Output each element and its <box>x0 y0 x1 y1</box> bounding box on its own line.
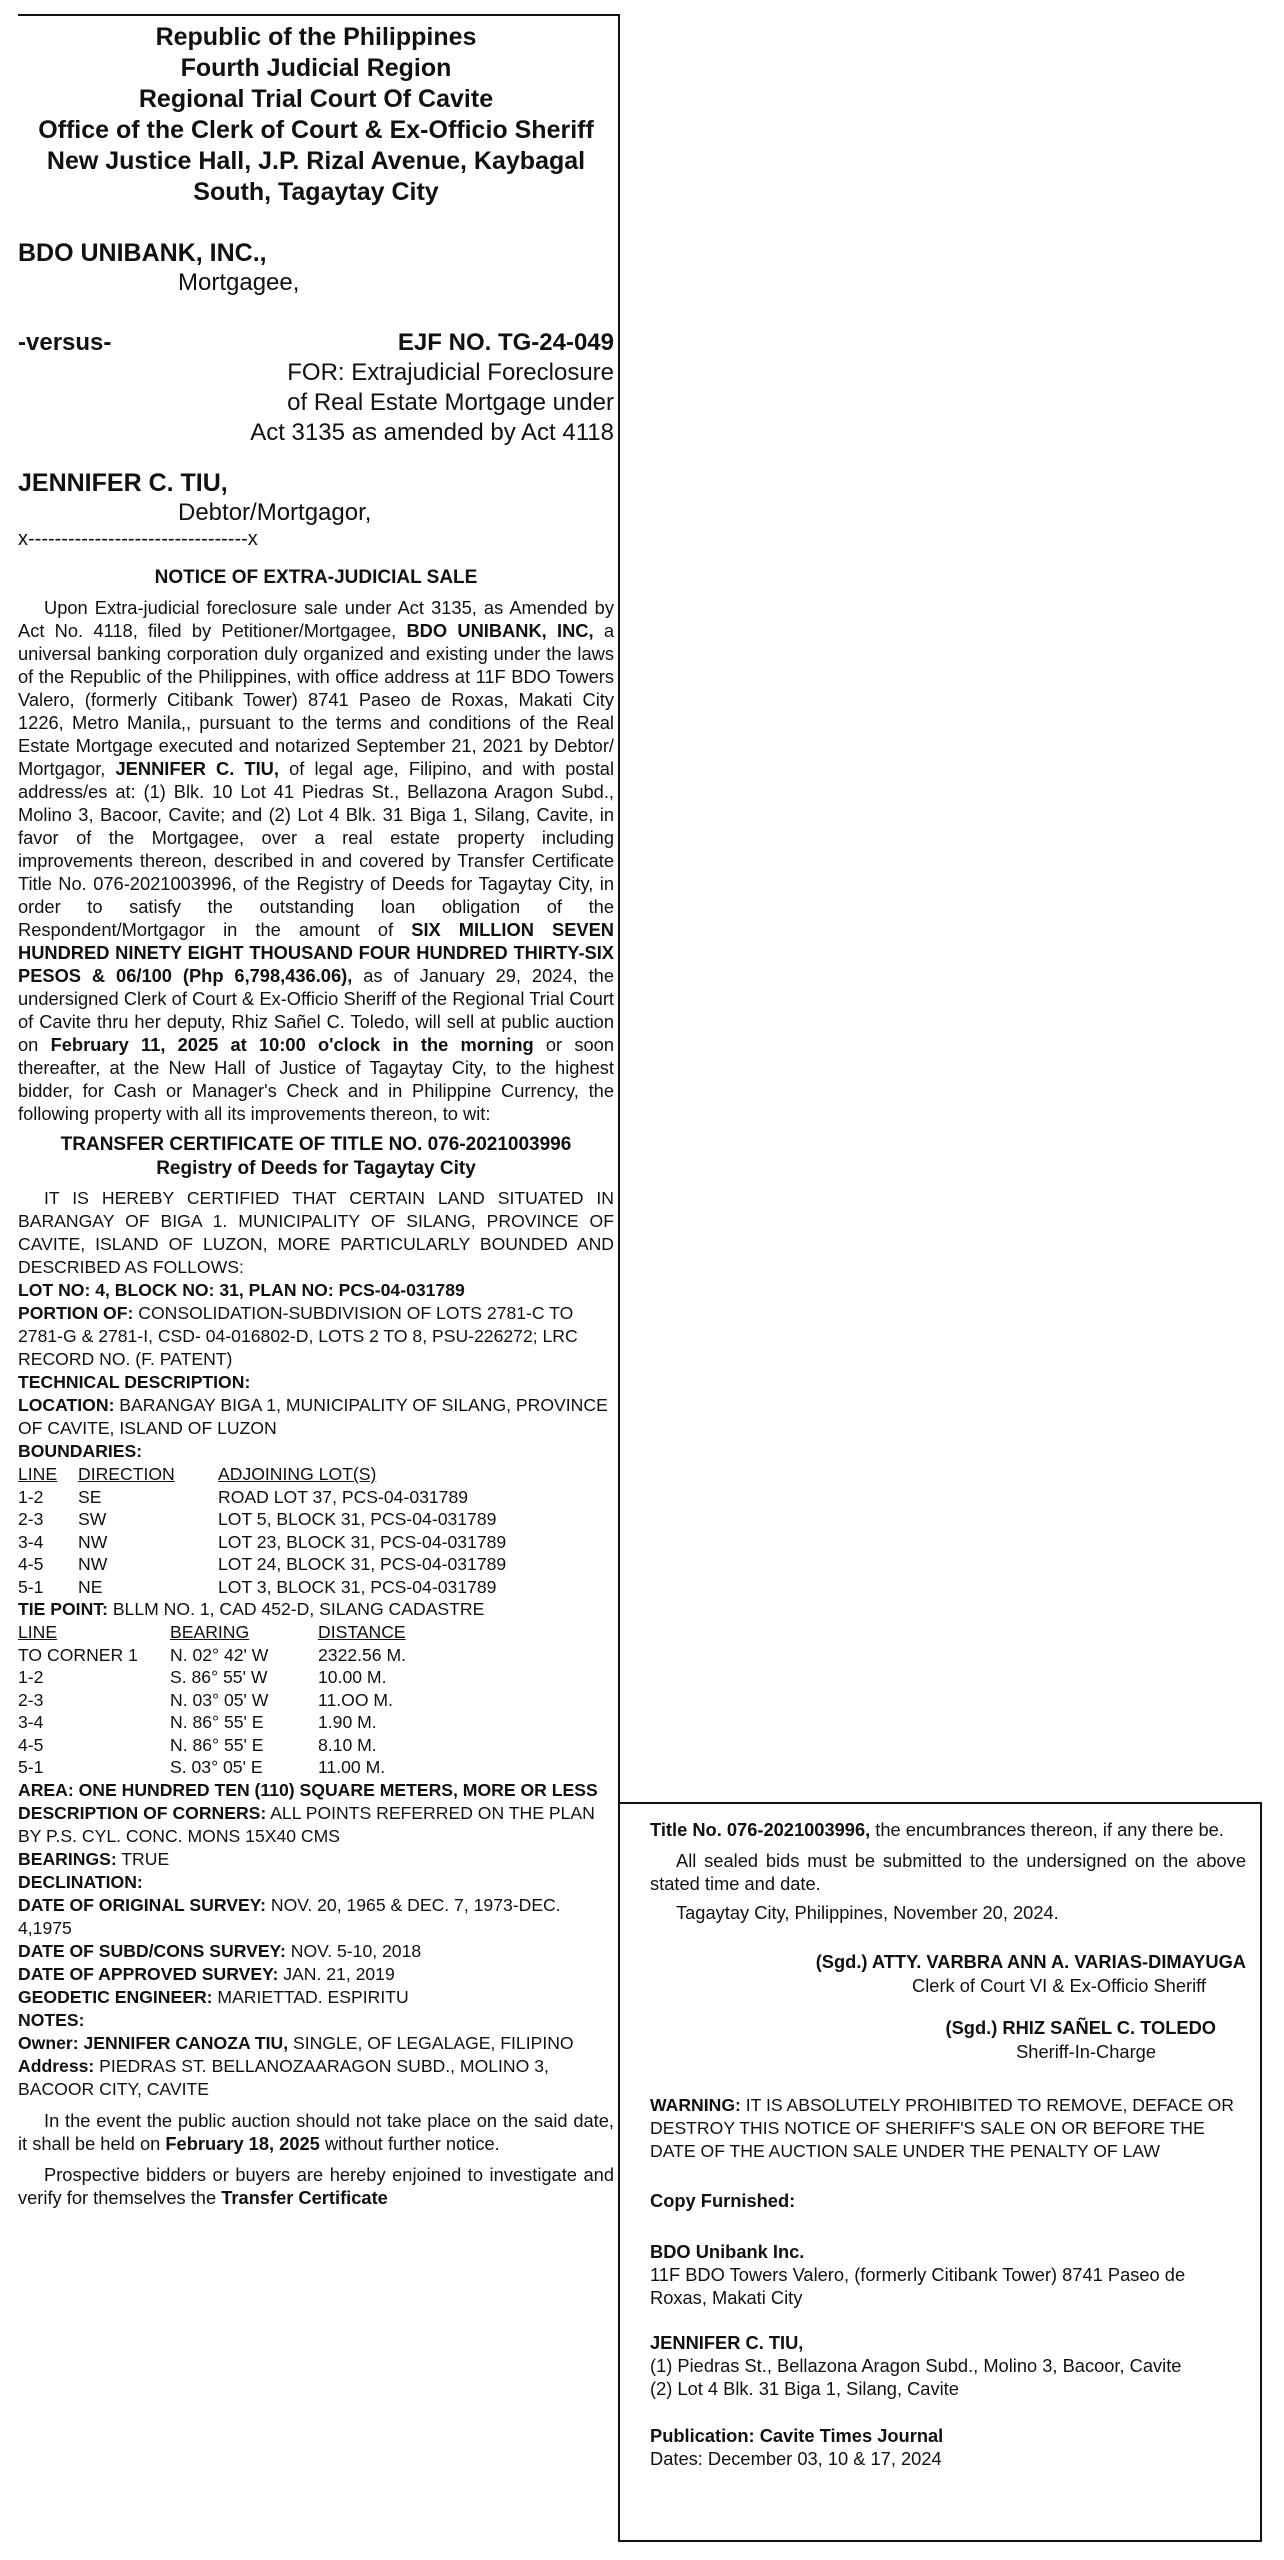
continuation-paragraph: Title No. 076-2021003996, the encumbrances thereon, if any there be. <box>650 1819 1224 1840</box>
signatory-title: Sheriff-In-Charge <box>1016 2041 1156 2062</box>
lot-line: LOT NO: 4, BLOCK NO: 31, PLAN NO: PCS-04-031789 <box>18 1280 465 1300</box>
court-header <box>18 22 614 208</box>
publication-label: Publication: Cavite Times Journal <box>650 2425 944 2446</box>
sealed-bids-paragraph: All sealed bids must be submitted to the undersigned on the above stated time and date. <box>650 1850 1246 1894</box>
copy-furnished-heading: Copy Furnished: <box>650 2190 796 2211</box>
table-cell: LOT 23, BLOCK 31, PCS-04-031789 <box>218 1531 507 1552</box>
table-header-cell: DIRECTION <box>78 1464 175 1484</box>
bearings-line: BEARINGS: TRUE <box>18 1848 170 1869</box>
table-header-cell: DISTANCE <box>318 1622 406 1642</box>
address-line: Address: PIEDRAS ST. BELLANOZAARAGON SUBD., MOLINO 3, BACOOR CITY, CAVITE <box>18 2055 549 2099</box>
header-line: Regional Trial Court Of Cavite <box>138 85 494 113</box>
table-cell: TO CORNER 1 <box>18 1644 138 1665</box>
declination-line: DECLINATION: <box>18 1871 143 1892</box>
recipient-address: 11F BDO Towers Valero, (formerly Citibank Tower) 8741 Paseo de Roxas, Makati City <box>650 2264 1186 2308</box>
table-cell: N. 86° 55' E <box>170 1712 264 1732</box>
table-cell: NW <box>78 1554 108 1574</box>
table-cell: N. 02° 42' W <box>170 1644 269 1665</box>
table-cell: 4-5 <box>18 1734 44 1755</box>
table-cell: 1.90 M. <box>318 1712 377 1732</box>
table-header-cell: LINE <box>18 1464 58 1484</box>
location-line: LOCATION: BARANGAY BIGA 1, MUNICIPALITY OF SILANG, PROVINCE OF CAVITE, ISLAND OF LUZON <box>18 1395 608 1438</box>
table-cell: 5-1 <box>18 1757 44 1777</box>
column-divider <box>618 14 620 1804</box>
table-cell: ROAD LOT 37, PCS-04-031789 <box>218 1486 469 1507</box>
warning-text: WARNING: IT IS ABSOLUTELY PROHIBITED TO REMOVE, DEFACE OR DESTROY THIS NOTICE OF SHERIFF'S SALE ON OR BEFORE THE DATE OF THE AUCTION SALE UNDER THE PENALTY OF LAW <box>650 2095 1234 2161</box>
table-cell: SE <box>78 1486 102 1507</box>
corners-line: DESCRIPTION OF CORNERS: ALL POINTS REFERRED ON THE PLAN BY P.S. CYL. CONC. MONS 15X40 CMS <box>18 1802 595 1846</box>
notice-paragraph: Upon Extra-judicial foreclosure sale under Act 3135, as Amended by Act No. 4118, filed by Petitioner/Mortgagee, BDO UNIBANK, INC, a universal banking corporation duly organized and existing under the laws of the Republic of the Philippines, with office address at 11F BDO Towers Valero, (formerly Citibank Tower) 8741 Paseo de Roxas, Makati City 1226, Metro Manila,, pursuant to the terms and conditions of the Real Estate Mortgage executed and notarized September 21, 2021 by Debtor/ Mortgagor, JENNIFER C. TIU, of legal age, Filipino, and with postal address/es at: (1) Blk. 10 Lot 41 Piedras St., Bellazona Aragon Subd., Molino 3, Bacoor, Cavite; and (2) Lot 4 Blk. 31 Biga 1, Silang, Cavite, in favor of the Mortgagee, over a real estate property including improvements thereon, described in and covered by Transfer Certificate Title No. 076-2021003996, of the Registry of Deeds for Tagaytay City, in order to satisfy the outstanding loan obligation of the Respondent/Mortgagor in the amount of SIX MILLION SEVEN HUNDRED NINETY EIGHT THOUSAND FOUR HUNDRED THIRTY-SIX PESOS & 06/100 (Php 6,798,436.06), as of January 29, 2024, the undersigned Clerk of Court & Ex-Officio Sheriff of the Regional Trial Court of Cavite thru her deputy, Rhiz Sañel C. Toledo, will sell at public auction on February 11, 2025 at 10:00 o'clock in the morning or soon thereafter, at the New Hall of Justice of Tagaytay City, to the highest bidder, for Cash or Manager's Check and in Philippine Currency, the following property with all its improvements thereon, to wit: <box>18 597 615 1124</box>
table-cell: LOT 5, BLOCK 31, PCS-04-031789 <box>218 1509 497 1529</box>
recipient-name: BDO Unibank Inc. <box>650 2241 805 2262</box>
table-cell: N. 86° 55' E <box>170 1734 264 1755</box>
header-line: Fourth Judicial Region <box>180 54 452 82</box>
owner-line: Owner: JENNIFER CANOZA TIU, SINGLE, OF LEGALAGE, FILIPINO <box>18 2032 574 2053</box>
signatory-name: (Sgd.) RHIZ SAÑEL C. TOLEDO <box>945 2017 1216 2038</box>
table-cell: 10.00 M. <box>318 1667 387 1687</box>
tie-point-line: TIE POINT: BLLM NO. 1, CAD 452-D, SILANG CADASTRE <box>18 1599 485 1619</box>
case-number: EJF NO. TG-24-049 <box>397 329 614 356</box>
table-cell: 3-4 <box>18 1531 44 1552</box>
table-cell: 1-2 <box>18 1667 44 1687</box>
table-cell: NW <box>78 1531 108 1552</box>
header-line: Office of the Clerk of Court & Ex-Officio Sheriff <box>38 116 594 144</box>
right-column <box>618 1802 1262 2542</box>
header-line: Republic of the Philippines <box>155 23 477 51</box>
recipient-address: (2) Lot 4 Blk. 31 Biga 1, Silang, Cavite <box>650 2378 959 2399</box>
tct-title: TRANSFER CERTIFICATE OF TITLE NO. 076-2021003996 <box>60 1134 572 1155</box>
case-for-line: Act 3135 as amended by Act 4118 <box>250 419 614 446</box>
header-line: New Justice Hall, J.P. Rizal Avenue, Kaybagal <box>46 147 586 175</box>
table-cell: SW <box>78 1509 107 1529</box>
table-cell: 2322.56 M. <box>318 1644 407 1665</box>
table-cell: S. 03° 05' E <box>170 1757 263 1777</box>
case-row <box>18 328 614 358</box>
boundaries-table <box>18 1463 614 1598</box>
publication-dates: Dates: December 03, 10 & 17, 2024 <box>650 2448 942 2469</box>
table-cell: 11.00 M. <box>318 1757 386 1777</box>
table-cell: 4-5 <box>18 1554 44 1574</box>
defendant-role: Debtor/Mortgagor, <box>178 499 372 526</box>
notice-title: NOTICE OF EXTRA-JUDICIAL SALE <box>154 567 478 588</box>
portion-line: PORTION OF: CONSOLIDATION-SUBDIVISION OF LOTS 2781-C TO 2781-G & 2781-I, CSD- 04-016802-D, LOTS 2 TO 8, PSU-226272; LRC RECORD NO. (F. PATENT) <box>18 1303 578 1369</box>
boundaries-heading: BOUNDARIES: <box>18 1441 143 1461</box>
table-header-cell: LINE <box>18 1622 58 1642</box>
subd-survey-line: DATE OF SUBD/CONS SURVEY: NOV. 5-10, 2018 <box>18 1940 422 1961</box>
certification-text: IT IS HEREBY CERTIFIED THAT CERTAIN LAND SITUATED IN BARANGAY OF BIGA 1. MUNICIPALITY OF SILANG, PROVINCE OF CAVITE, ISLAND OF LUZON, MORE PARTICULARLY BOUNDED AND DESCRIBED AS FOLLOWS: <box>18 1188 614 1277</box>
bearings-table <box>18 1621 614 1779</box>
table-cell: 5-1 <box>18 1576 44 1597</box>
plaintiff-role: Mortgagee, <box>178 269 300 296</box>
signatory-name: (Sgd.) ATTY. VARBRA ANN A. VARIAS-DIMAYUGA <box>815 1951 1246 1972</box>
table-cell: N. 03° 05' W <box>170 1689 269 1710</box>
plaintiff-name: BDO UNIBANK, INC., <box>18 239 267 267</box>
signatory-title: Clerk of Court VI & Ex-Officio Sheriff <box>912 1975 1206 1996</box>
caption-separator: x---------------------------------x <box>18 528 258 550</box>
dated-line: Tagaytay City, Philippines, November 20, 2024. <box>676 1902 1059 1923</box>
recipient-address: (1) Piedras St., Bellazona Aragon Subd., Molino 3, Bacoor, Cavite <box>650 2355 1182 2376</box>
tct-subtitle: Registry of Deeds for Tagaytay City <box>156 1158 476 1179</box>
table-cell: 1-2 <box>18 1486 44 1507</box>
header-line: South, Tagaytay City <box>193 178 439 206</box>
left-column <box>18 14 614 2544</box>
original-survey-line: DATE OF ORIGINAL SURVEY: NOV. 20, 1965 & DEC. 7, 1973-DEC. 4,1975 <box>18 1894 561 1938</box>
table-cell: NE <box>78 1576 103 1597</box>
approved-survey-line: DATE OF APPROVED SURVEY: JAN. 21, 2019 <box>18 1963 395 1984</box>
versus-label: -versus- <box>18 329 112 356</box>
postponement-paragraph: In the event the public auction should not take place on the said date, it shall be held on February 18, 2025 without further notice. <box>18 2109 614 2154</box>
table-cell: LOT 3, BLOCK 31, PCS-04-031789 <box>218 1576 497 1597</box>
case-for-line: of Real Estate Mortgage under <box>287 389 614 416</box>
table-cell: 3-4 <box>18 1712 44 1732</box>
table-cell: 11.OO M. <box>318 1689 393 1710</box>
table-cell: 2-3 <box>18 1509 44 1529</box>
recipient-name: JENNIFER C. TIU, <box>650 2332 804 2353</box>
notes-heading: NOTES: <box>18 2009 85 2030</box>
table-cell: 2-3 <box>18 1689 44 1710</box>
defendant-name: JENNIFER C. TIU, <box>18 469 228 497</box>
bidders-paragraph: Prospective bidders or buyers are hereby enjoined to investigate and verify for themselves the Transfer Certificate <box>18 2163 614 2208</box>
case-for-line: FOR: Extrajudicial Foreclosure <box>287 359 614 386</box>
area-line: AREA: ONE HUNDRED TEN (110) SQUARE METERS, MORE OR LESS <box>18 1779 598 1800</box>
table-header-cell: BEARING <box>170 1622 250 1642</box>
table-cell: LOT 24, BLOCK 31, PCS-04-031789 <box>218 1554 507 1574</box>
technical-description-heading: TECHNICAL DESCRIPTION: <box>18 1372 251 1392</box>
table-cell: S. 86° 55' W <box>170 1667 268 1687</box>
table-cell: 8.10 M. <box>318 1734 377 1755</box>
table-header-cell: ADJOINING LOT(S) <box>218 1464 377 1484</box>
geodetic-engineer-line: GEODETIC ENGINEER: MARIETTAD. ESPIRITU <box>18 1986 409 2007</box>
